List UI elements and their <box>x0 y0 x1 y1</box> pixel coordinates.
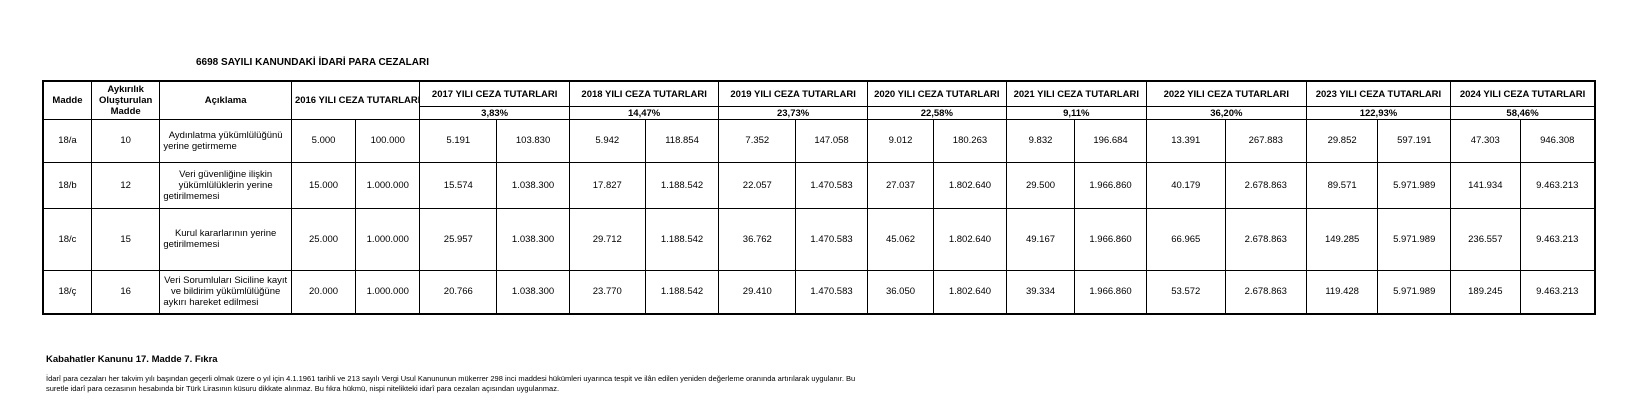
amount-cell: 1.000.000 <box>356 270 420 314</box>
amount-cell: 1.188.542 <box>645 162 719 208</box>
description-cell: Veri Sorumluları Siciline kayıt ve bildirim yükümlülüğüne aykırı hareket edilmesi <box>160 270 292 314</box>
amount-cell: 100.000 <box>356 120 420 163</box>
amount-cell: 49.167 <box>1006 208 1074 270</box>
amount-cell: 29.852 <box>1306 120 1378 163</box>
madde-cell: 18/b <box>43 162 91 208</box>
header-year: 2024 YILI CEZA TUTARLARI <box>1451 81 1595 107</box>
notes-text: İdarî para cezaları her takvim yılı başından geçerli olmak üzere o yıl için 4.1.1961 tarihli ve 213 sayılı Vergi Usul Kanununun mükerrer 298 inci maddesi hükümleri uyarınca tespit ve ilân edilen yeniden değerleme oranında artırılarak uygulanır. Bu suretle idarî para cezasının hesabında bir Türk Lirasının küsuru dikkate alınmaz. Bu fıkra hükmü, nispi nitelikteki idarî para cezaları açısından uygulanmaz. <box>46 374 856 393</box>
header-year: 2017 YILI CEZA TUTARLARI <box>420 81 570 107</box>
header-year: 2020 YILI CEZA TUTARLARI <box>867 81 1006 107</box>
rate-cell: 3,83% <box>420 107 570 120</box>
table-row <box>43 120 1595 163</box>
amount-cell: 1.470.583 <box>796 162 868 208</box>
amount-cell: 119.428 <box>1306 270 1378 314</box>
amount-cell: 1.000.000 <box>356 162 420 208</box>
amount-cell: 13.391 <box>1146 120 1225 163</box>
rate-cell: 36,20% <box>1146 107 1306 120</box>
amount-cell: 15.000 <box>291 162 355 208</box>
amount-cell: 2.678.863 <box>1225 270 1306 314</box>
amount-cell: 189.245 <box>1451 270 1520 314</box>
amount-cell: 9.463.213 <box>1520 270 1595 314</box>
amount-cell: 5.971.989 <box>1378 162 1451 208</box>
amount-cell: 45.062 <box>867 208 933 270</box>
amount-cell: 1.000.000 <box>356 208 420 270</box>
amount-cell: 2.678.863 <box>1225 208 1306 270</box>
amount-cell: 1.188.542 <box>645 270 719 314</box>
amount-cell: 25.000 <box>291 208 355 270</box>
amount-cell: 147.058 <box>796 120 868 163</box>
amount-cell: 597.191 <box>1378 120 1451 163</box>
amount-cell: 1.188.542 <box>645 208 719 270</box>
amount-cell: 5.000 <box>291 120 355 163</box>
rate-cell: 9,11% <box>1006 107 1146 120</box>
amount-cell: 1.470.583 <box>796 270 868 314</box>
madde-cell: 18/c <box>43 208 91 270</box>
table-row <box>43 162 1595 208</box>
amount-cell: 1.470.583 <box>796 208 868 270</box>
rate-cell: 14,47% <box>569 107 719 120</box>
notes-heading: Kabahatler Kanunu 17. Madde 7. Fıkra <box>46 354 218 365</box>
amount-cell: 1.966.860 <box>1075 208 1147 270</box>
amount-cell: 5.971.989 <box>1378 270 1451 314</box>
amount-cell: 47.303 <box>1451 120 1520 163</box>
amount-cell: 196.684 <box>1075 120 1147 163</box>
amount-cell: 1.038.300 <box>497 162 570 208</box>
amount-cell: 27.037 <box>867 162 933 208</box>
amount-cell: 141.934 <box>1451 162 1520 208</box>
header-aciklama: Açıklama <box>160 81 292 120</box>
amount-cell: 23.770 <box>569 270 645 314</box>
amount-cell: 1.802.640 <box>934 208 1007 270</box>
page-title: 6698 SAYILI KANUNDAKİ İDARİ PARA CEZALARI <box>196 57 429 68</box>
madde-cell: 18/a <box>43 120 91 163</box>
amount-cell: 39.334 <box>1006 270 1074 314</box>
amount-cell: 1.966.860 <box>1075 162 1147 208</box>
amount-cell: 236.557 <box>1451 208 1520 270</box>
article-no-cell: 12 <box>91 162 159 208</box>
amount-cell: 15.574 <box>420 162 497 208</box>
amount-cell: 1.802.640 <box>934 270 1007 314</box>
amount-cell: 9.463.213 <box>1520 162 1595 208</box>
madde-cell: 18/ç <box>43 270 91 314</box>
table-row <box>43 208 1595 270</box>
header-year: 2021 YILI CEZA TUTARLARI <box>1006 81 1146 107</box>
amount-cell: 267.883 <box>1225 120 1306 163</box>
amount-cell: 1.966.860 <box>1075 270 1147 314</box>
amount-cell: 29.500 <box>1006 162 1074 208</box>
amount-cell: 1.802.640 <box>934 162 1007 208</box>
article-no-cell: 16 <box>91 270 159 314</box>
amount-cell: 103.830 <box>497 120 570 163</box>
amount-cell: 1.038.300 <box>497 270 570 314</box>
amount-cell: 9.832 <box>1006 120 1074 163</box>
rate-cell: 58,46% <box>1451 107 1595 120</box>
table-row <box>43 270 1595 314</box>
description-cell: Veri güvenliğine ilişkin yükümlülüklerin yerine getirilmemesi <box>160 162 292 208</box>
amount-cell: 20.766 <box>420 270 497 314</box>
amount-cell: 9.463.213 <box>1520 208 1595 270</box>
amount-cell: 22.057 <box>719 162 796 208</box>
amount-cell: 36.050 <box>867 270 933 314</box>
amount-cell: 5.942 <box>569 120 645 163</box>
description-cell: Aydınlatma yükümlülüğünü yerine getirmeme <box>160 120 292 163</box>
amount-cell: 25.957 <box>420 208 497 270</box>
amount-cell: 946.308 <box>1520 120 1595 163</box>
rate-cell: 22,58% <box>867 107 1006 120</box>
article-no-cell: 10 <box>91 120 159 163</box>
amount-cell: 20.000 <box>291 270 355 314</box>
amount-cell: 89.571 <box>1306 162 1378 208</box>
amount-cell: 5.971.989 <box>1378 208 1451 270</box>
notes-section <box>46 354 876 394</box>
amount-cell: 29.410 <box>719 270 796 314</box>
amount-cell: 36.762 <box>719 208 796 270</box>
amount-cell: 53.572 <box>1146 270 1225 314</box>
amount-cell: 29.712 <box>569 208 645 270</box>
description-cell: Kurul kararlarının yerine getirilmemesi <box>160 208 292 270</box>
header-year: 2019 YILI CEZA TUTARLARI <box>719 81 867 107</box>
amount-cell: 7.352 <box>719 120 796 163</box>
header-madde: Madde <box>43 81 91 120</box>
amount-cell: 5.191 <box>420 120 497 163</box>
amount-cell: 66.965 <box>1146 208 1225 270</box>
rate-cell: 23,73% <box>719 107 867 120</box>
header-year: 2023 YILI CEZA TUTARLARI <box>1306 81 1450 107</box>
amount-cell: 9.012 <box>867 120 933 163</box>
rate-cell: 122,93% <box>1306 107 1450 120</box>
amount-cell: 118.854 <box>645 120 719 163</box>
fines-table <box>42 80 1596 315</box>
header-year: 2018 YILI CEZA TUTARLARI <box>569 81 719 107</box>
amount-cell: 2.678.863 <box>1225 162 1306 208</box>
amount-cell: 149.285 <box>1306 208 1378 270</box>
article-no-cell: 15 <box>91 208 159 270</box>
amount-cell: 1.038.300 <box>497 208 570 270</box>
header-2016: 2016 YILI CEZA TUTARLARI <box>291 81 419 120</box>
header-year: 2022 YILI CEZA TUTARLARI <box>1146 81 1306 107</box>
amount-cell: 180.263 <box>934 120 1007 163</box>
amount-cell: 40.179 <box>1146 162 1225 208</box>
amount-cell: 17.827 <box>569 162 645 208</box>
header-aykirilik: Aykırılık Oluşturulan Madde <box>91 81 159 120</box>
header-row <box>43 81 1595 107</box>
